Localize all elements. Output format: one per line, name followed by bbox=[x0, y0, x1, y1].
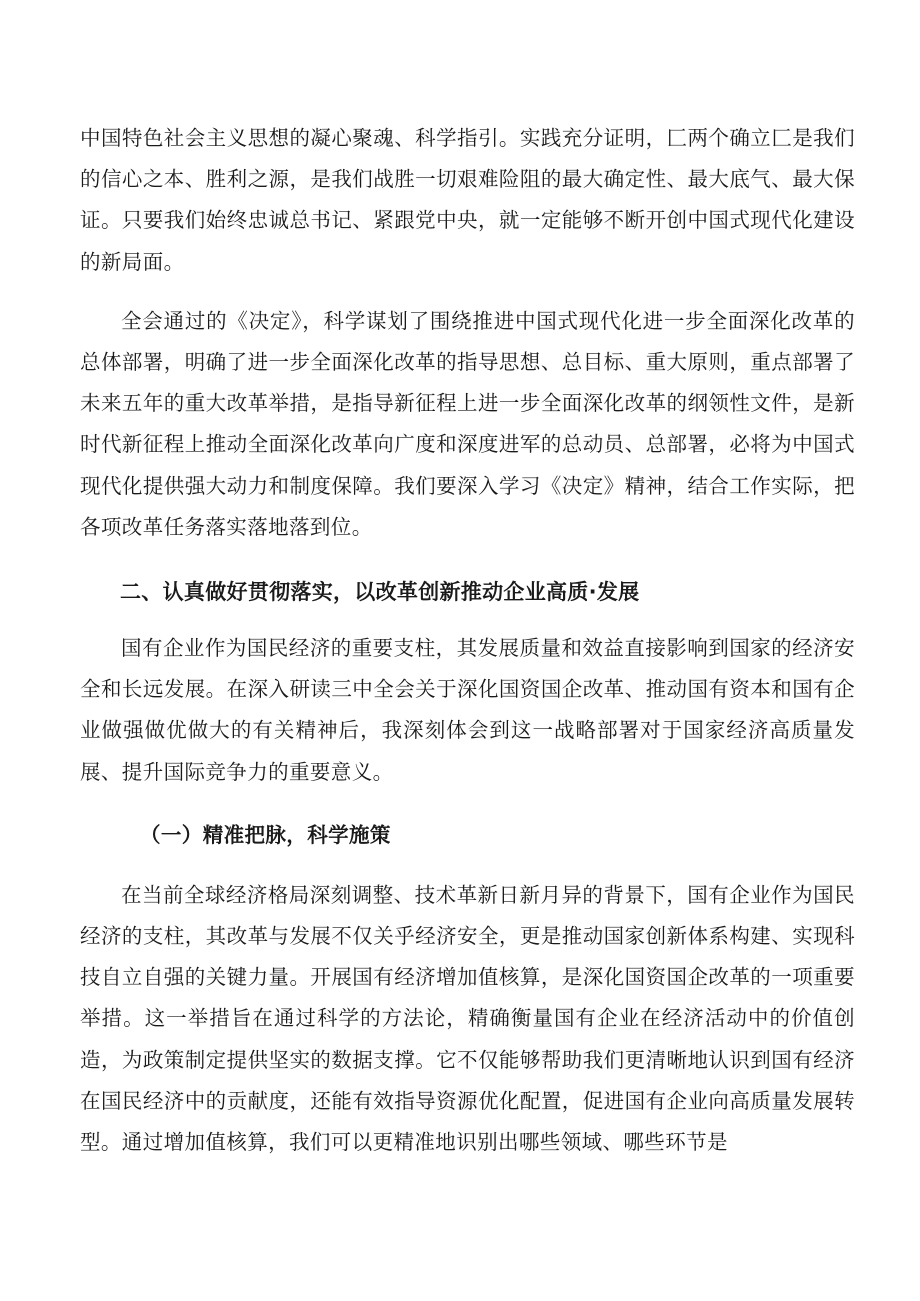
paragraph-soe: 国有企业作为国民经济的重要支柱，其发展质量和效益直接影响到国家的经济安全和长远发展。在深入研读三中全会关于深化国资国企改革、推动国有资本和国有企业做强做优做大的有关精神后，我深刻体会到这一战略部署对于国家经济高质量发展、提升国际竞争力的重要意义。 bbox=[80, 636, 855, 784]
section-heading: 二、认真做好贯彻落实，以改革创新推动企业高质·发展 bbox=[120, 580, 640, 605]
paragraph-accounting: 在当前全球经济格局深刻调整、技术革新日新月异的背景下，国有企业作为国民经济的支柱，其改革与发展不仅关乎经济安全，更是推动国家创新体系构建、实现科技自立自强的关键力量。开展国有经济增加值核算，是深化国资国企改革的一项重要举措。这一举措旨在通过科学的方法论，精确衡量国有企业在经济活动中的价值创造，为政策制定提供坚实的数据支撑。它不仅能够帮助我们更清晰地认识到国有经济在国民经济中的贡献度，还能有效指导资源优化配置，促进国有企业向高质量发展转型。通过增加值核算，我们可以更精准地识别出哪些领域、哪些环节是 bbox=[80, 882, 855, 1155]
paragraph-intro: 中国特色社会主义思想的凝心聚魂、科学指引。实践充分证明，匚两个确立匚是我们的信心之本、胜利之源，是我们战胜一切艰难险阻的最大确定性、最大底气、最大保证。只要我们始终忠诚总书记、紧跟党中央，就一定能够不断开创中国式现代化建设的新局面。 bbox=[80, 126, 855, 274]
subsection-heading: （一）精准把脉，科学施策 bbox=[140, 822, 391, 847]
paragraph-decision: 全会通过的《决定》，科学谋划了围绕推进中国式现代化进一步全面深化改革的总体部署，明确了进一步全面深化改革的指导思想、总目标、重大原则，重点部署了未来五年的重大改革举措，是指导新征程上进一步全面深化改革的纲领性文件，是新时代新征程上推动全面深化改革向广度和深度进军的总动员、总部署，必将为中国式现代化提供强大动力和制度保障。我们要深入学习《决定》精神，结合工作实际，把各项改革任务落实落地落到位。 bbox=[80, 308, 855, 539]
document-page bbox=[80, 118, 855, 1163]
